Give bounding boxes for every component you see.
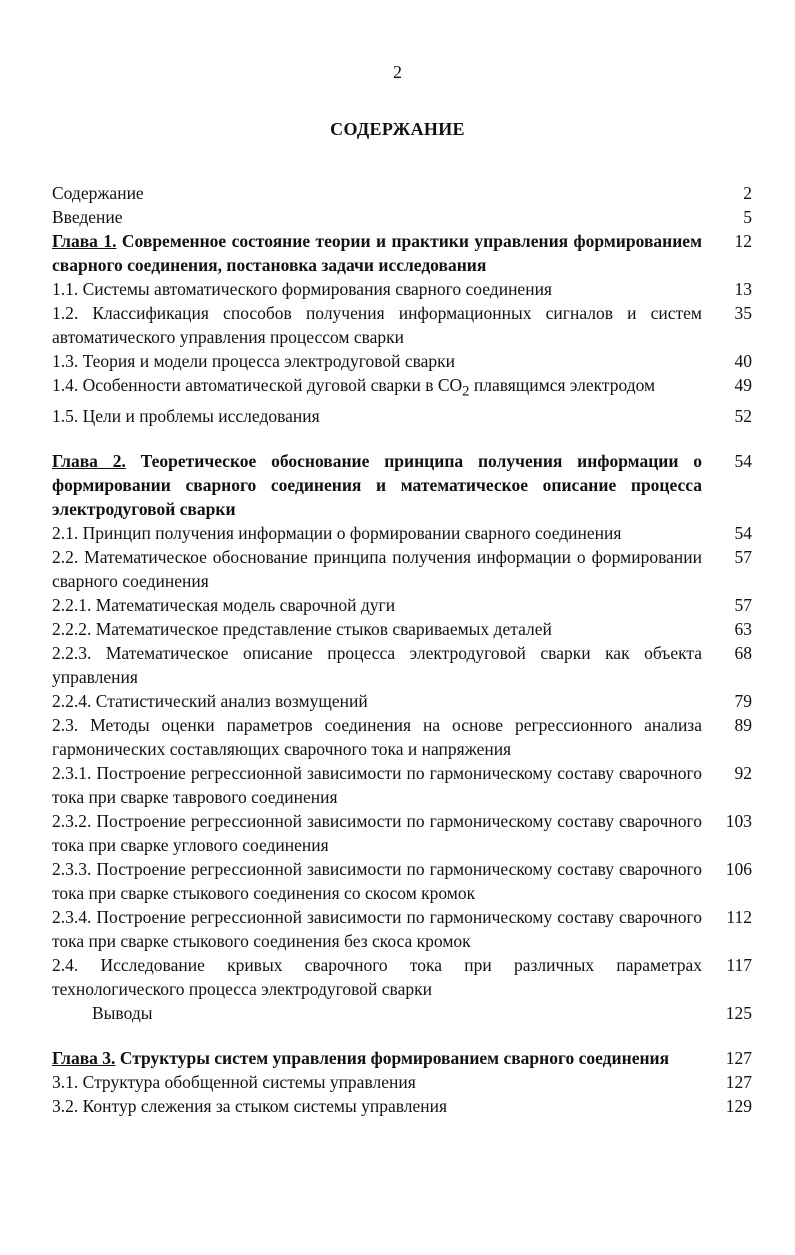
- toc-entry: [52, 404, 752, 428]
- toc-entry-page: 49: [734, 375, 752, 395]
- toc-entry-title: 1.3. Теория и модели процесса электродуговой сварки: [52, 351, 456, 371]
- toc-entry-title: 2.2. Математическое обоснование принципа получения информации о формировании сварного соединения: [52, 546, 702, 591]
- toc-entry-page: 5: [743, 207, 752, 227]
- toc-entry-page: 127: [725, 1047, 752, 1068]
- toc-entry-title: 1.1. Системы автоматического формирования сварного соединения: [52, 279, 552, 299]
- toc-entry: [52, 713, 752, 761]
- toc-entry-page: 13: [734, 279, 752, 299]
- toc-entry-title: 2.2.1. Математическая модель сварочной дуги: [52, 594, 396, 615]
- toc-entry: [52, 277, 752, 301]
- toc-entry: [52, 593, 752, 617]
- toc-chapter-entry: [52, 229, 752, 277]
- toc-entry-page: 112: [726, 906, 752, 927]
- toc-entry: [52, 373, 752, 404]
- chapter-label: Глава 1.: [52, 231, 117, 251]
- toc-entry-page: 63: [734, 618, 752, 639]
- toc-entry-page: 127: [725, 1071, 752, 1092]
- toc-entry: [52, 905, 752, 953]
- chapter-title-text: Теоретическое обоснование принципа получения информации о формировании сварного соединения и математическое описание процесса электродуговой сварки: [52, 450, 702, 519]
- toc-entry-title: Содержание: [52, 183, 144, 203]
- toc-entry-page: 2: [743, 183, 752, 203]
- toc-entry-page: 54: [734, 450, 752, 471]
- toc-entry: [52, 1094, 752, 1118]
- toc-entry-page: 106: [725, 858, 752, 879]
- toc-entry-title-part: плавящимся электродом: [469, 375, 656, 395]
- toc-entry: [52, 521, 752, 545]
- toc-entry-page: 52: [734, 405, 752, 426]
- toc-entry: [52, 857, 752, 905]
- toc-entry-page: 57: [734, 594, 752, 615]
- toc-entry-title: 3.1. Структура обобщенной системы управления: [52, 1071, 416, 1092]
- toc-entry-title: 2.2.4. Статистический анализ возмущений: [52, 690, 368, 711]
- toc-entry-title: 2.2.2. Математическое представление стыков свариваемых деталей: [52, 618, 552, 639]
- toc-entry: [52, 761, 752, 809]
- toc-entry-title: 2.3.3. Построение регрессионной зависимости по гармоническому составу сварочного тока при сварке стыкового соединения со скосом кромок: [52, 858, 702, 903]
- toc-entry: [52, 689, 752, 713]
- toc-entry-title: Выводы: [92, 1002, 153, 1023]
- toc-entry: [52, 349, 752, 373]
- toc-entry-title: [52, 373, 702, 404]
- chapter-label: Глава 2.: [52, 450, 126, 471]
- toc-entry: [52, 641, 752, 689]
- toc-entry-title: 2.3.2. Построение регрессионной зависимости по гармоническому составу сварочного тока при сварке углового соединения: [52, 810, 702, 855]
- chapter-title-text: Структуры систем управления формированием сварного соединения: [119, 1047, 670, 1068]
- toc-entry-title: 2.3.1. Построение регрессионной зависимости по гармоническому составу сварочного тока при сварке таврового соединения: [52, 762, 702, 807]
- toc-entry-page: 57: [734, 546, 752, 567]
- toc-entry-page: 79: [734, 690, 752, 711]
- chapter-label: Глава 3.: [52, 1047, 116, 1068]
- toc-entry-page: 12: [734, 231, 752, 251]
- toc-entry-title: Введение: [52, 207, 123, 227]
- toc-chapter-entry: [52, 449, 752, 521]
- toc-entry-page: 117: [726, 954, 752, 975]
- toc-entry-title: 1.2. Классификация способов получения информационных сигналов и систем автоматического управления процессом сварки: [52, 303, 702, 347]
- toc-entry: [52, 1001, 752, 1025]
- table-of-contents: [52, 181, 752, 1118]
- toc-chapter-title: [52, 229, 702, 277]
- toc-entry-page: 125: [725, 1002, 752, 1023]
- toc-entry-title: 2.1. Принцип получения информации о формировании сварного соединения: [52, 522, 622, 543]
- toc-chapter-title: [52, 449, 702, 521]
- toc-entry-title: 2.4. Исследование кривых сварочного тока при различных параметрах технологического процесса электродуговой сварки: [52, 954, 702, 999]
- toc-entry-page: 68: [734, 642, 752, 663]
- toc-entry: [52, 301, 752, 349]
- toc-entry-page: 129: [725, 1095, 752, 1116]
- chapter-title-text: Современное состояние теории и практики управления формированием сварного соединения, постановка задачи исследования: [52, 231, 702, 275]
- toc-entry-page: 40: [734, 351, 752, 371]
- page-number: 2: [393, 62, 402, 82]
- toc-entry: [52, 545, 752, 593]
- toc-entry-page: 89: [734, 714, 752, 735]
- toc-entry: [52, 809, 752, 857]
- toc-entry: [52, 181, 752, 205]
- toc-entry-page: 103: [725, 810, 752, 831]
- toc-entry-page: 92: [734, 762, 752, 783]
- toc-entry: [52, 953, 752, 1001]
- toc-entry-title: 2.3.4. Построение регрессионной зависимости по гармоническому составу сварочного тока при сварке стыкового соединения без скоса кромок: [52, 906, 702, 951]
- toc-entry-title: 2.2.3. Математическое описание процесса электродуговой сварки как объекта управления: [52, 642, 702, 687]
- toc-entry-title: 2.3. Методы оценки параметров соединения на основе регрессионного анализа гармонических составляющих сварочного тока и напряжения: [52, 714, 702, 759]
- toc-entry-page: 35: [734, 303, 752, 323]
- toc-entry: [52, 617, 752, 641]
- toc-entry-page: 54: [734, 522, 752, 543]
- toc-chapter-title: [52, 1046, 702, 1070]
- page-title: СОДЕРЖАНИЕ: [330, 119, 465, 139]
- toc-entry: [52, 1070, 752, 1094]
- co2-subscript: 2: [462, 383, 470, 400]
- toc-entry: [52, 205, 752, 229]
- toc-entry-title: 3.2. Контур слежения за стыком системы управления: [52, 1095, 448, 1116]
- toc-entry-title: 1.5. Цели и проблемы исследования: [52, 405, 320, 426]
- toc-entry-title-part: 1.4. Особенности автоматической дуговой сварки в CO: [52, 375, 463, 395]
- toc-chapter-entry: [52, 1046, 752, 1070]
